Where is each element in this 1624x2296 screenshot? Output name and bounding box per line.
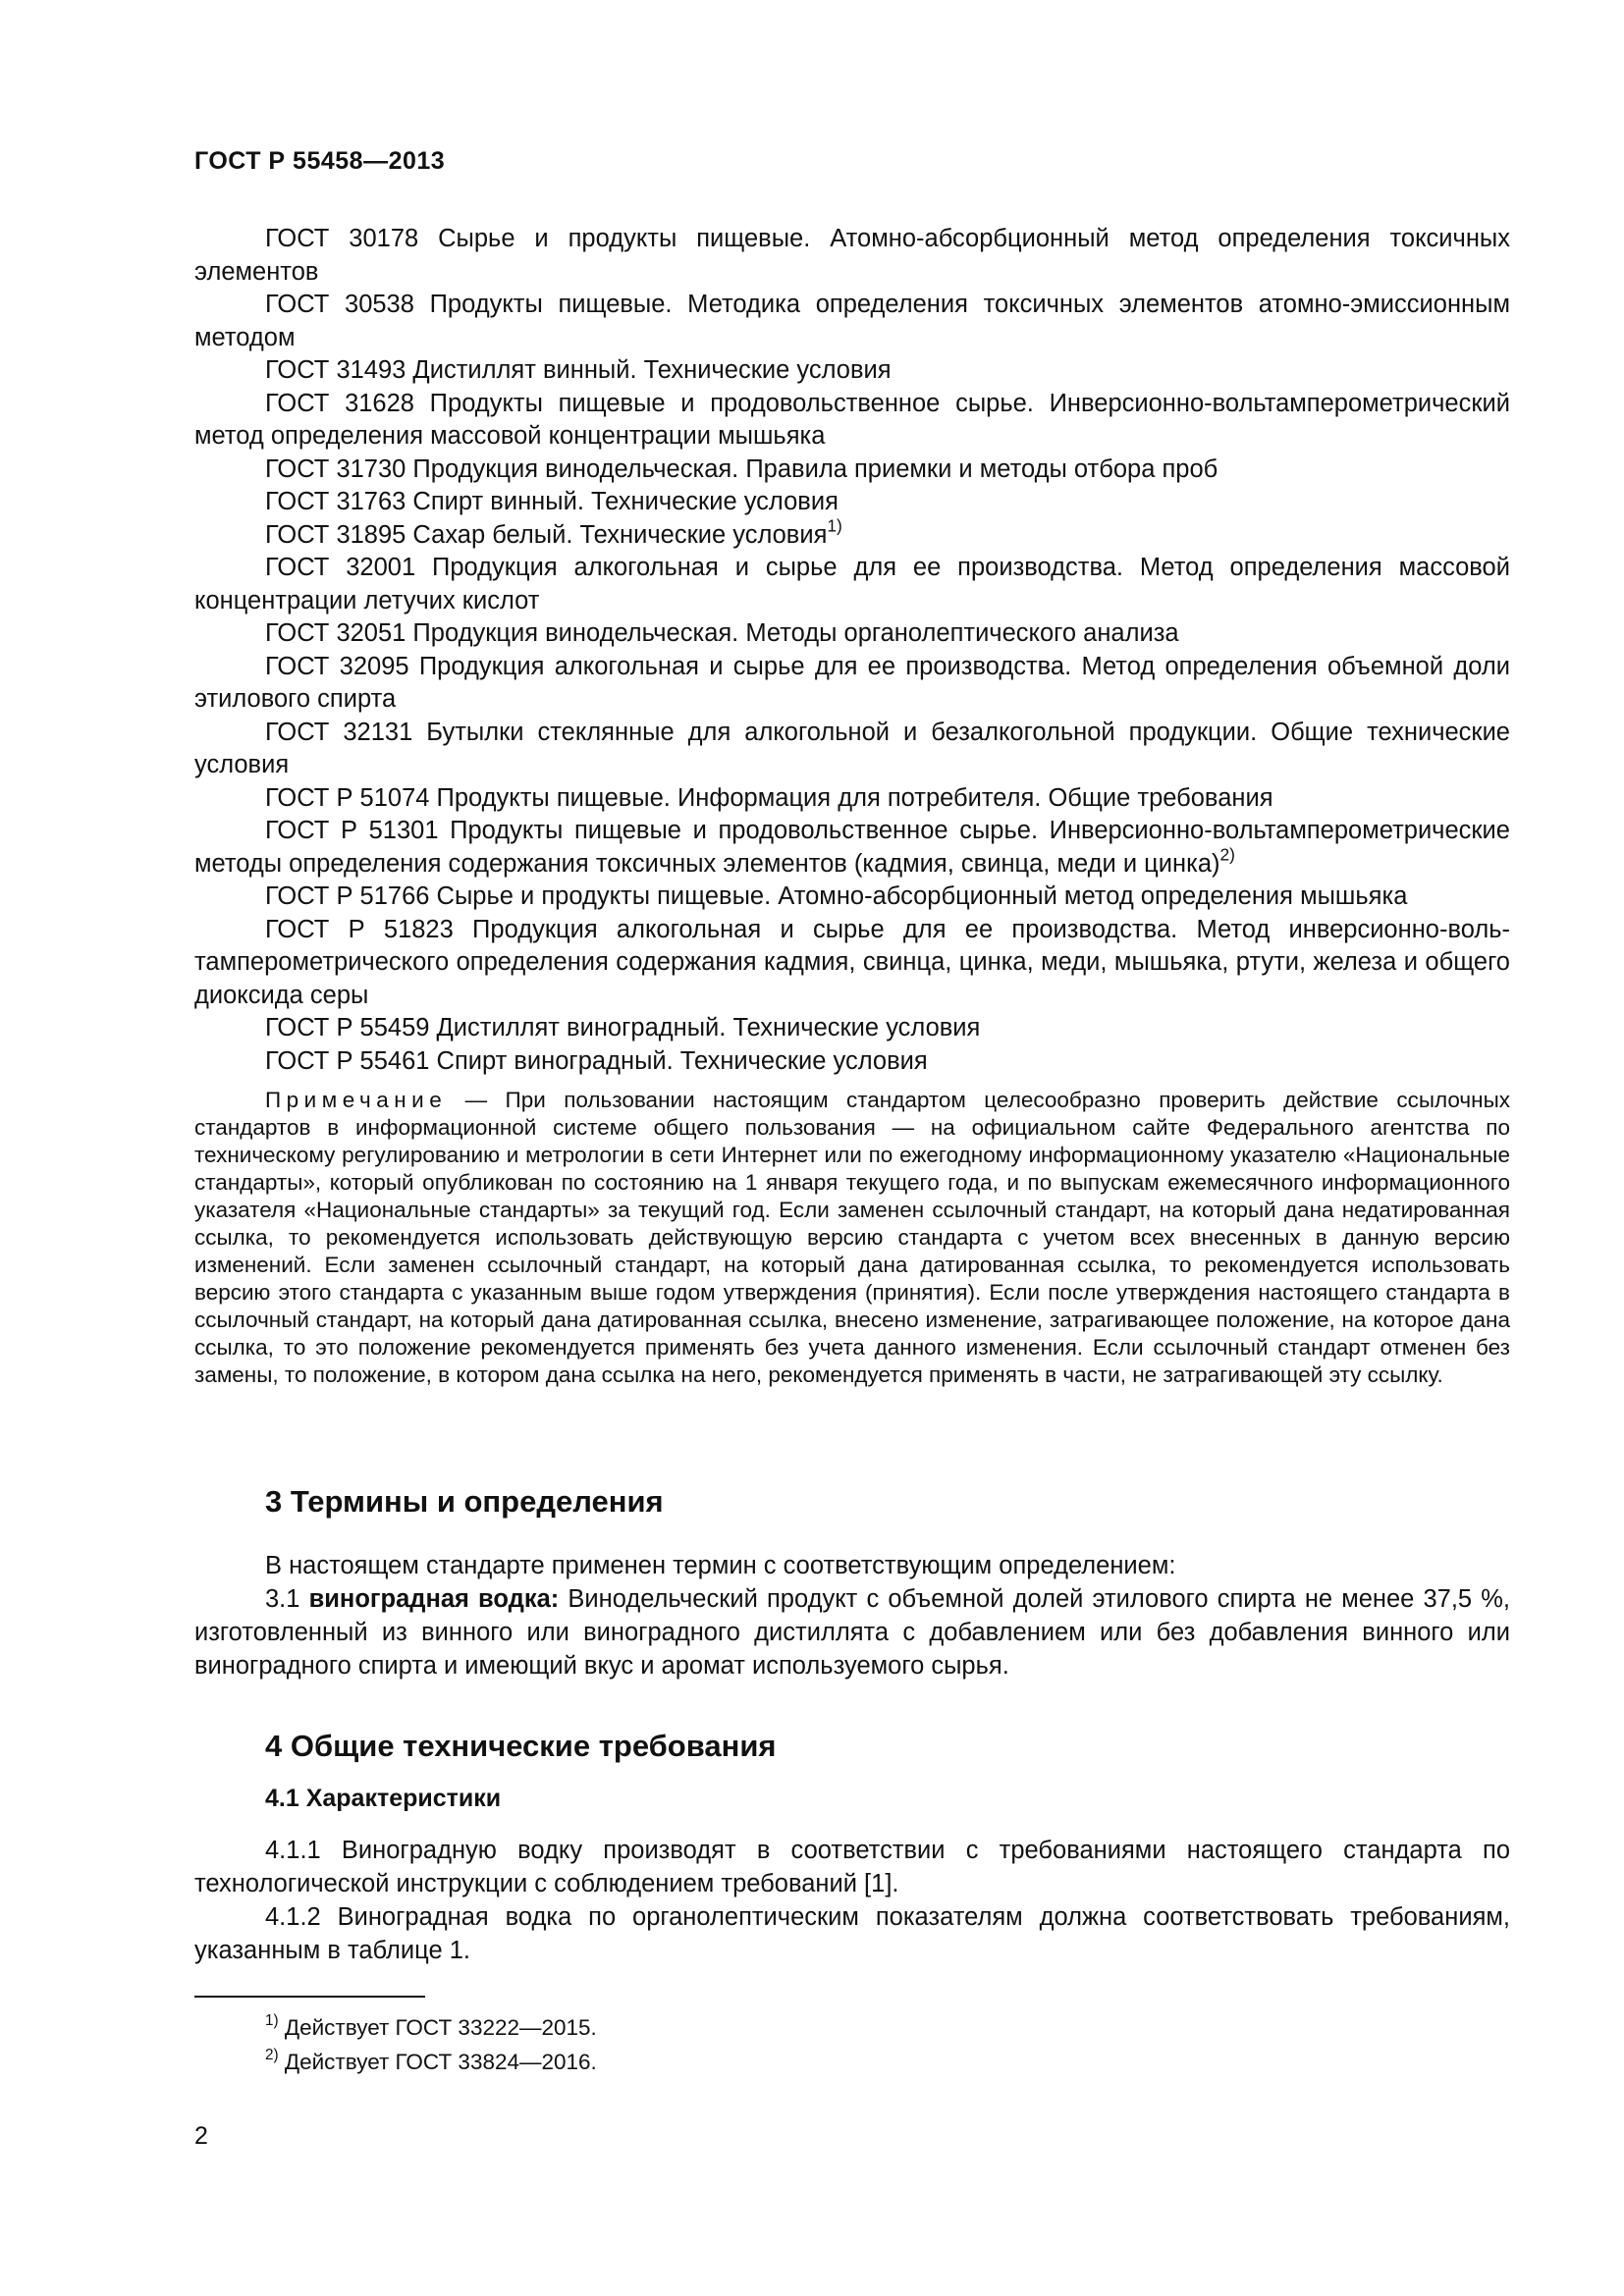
- reference-item: ГОСТ Р 51301 Продукты пищевые и продовольственное сырье. Инверсионно-вольтамперометрические методы определения содержания токсичных элементов (кадмия, свинца, меди и цинка)$^{2)}$: [194, 817, 1510, 878]
- normative-references-list: [194, 223, 1510, 1078]
- reference-item: ГОСТ 32051 Продукция винодельческая. Методы органолептического анализа: [265, 619, 1179, 647]
- note-label: Примечание: [265, 1088, 448, 1112]
- reference-item: ГОСТ 31628 Продукты пищевые и продовольственное сырье. Инверсионно-вольтамперометрический метод определения массовой концентрации мышьяка: [194, 389, 1510, 450]
- reference-item: ГОСТ 31895 Сахар белый. Технические условия$^{1)}$: [265, 515, 842, 549]
- footnote: $^{1)}$ Действует ГОСТ 33222—2015.: [265, 2012, 597, 2040]
- footnote: $^{2)}$ Действует ГОСТ 33824—2016.: [265, 2047, 597, 2074]
- footnote-ref: 2): [1219, 844, 1235, 865]
- paragraph: 4.1.1 Виноградную водку производят в соответствии с требованиями настоящего стандарта по технологической инструкции с соблюдением требований [1].: [194, 1837, 1510, 1897]
- reference-item: ГОСТ Р 51823 Продукция алкогольная и сырье для ее производства. Метод инверсионно-вольтамперометрического определения содержания кадмия, свинца, цинка, меди, мышьяка, ртути, железа и общего диоксида серы: [194, 915, 1510, 1009]
- footnotes: [265, 2010, 597, 2079]
- reference-item: ГОСТ 30178 Сырье и продукты пищевые. Атомно-абсорбционный метод определения токсичных элементов: [194, 225, 1510, 286]
- document-header: ГОСТ Р 55458—2013: [194, 147, 446, 175]
- reference-item: ГОСТ Р 51074 Продукты пищевые. Информация для потребителя. Общие требования: [265, 783, 1273, 812]
- section-3-intro: В настоящем стандарте применен термин с соответствующим определением:: [265, 1552, 1176, 1579]
- page-number: 2: [194, 2122, 208, 2150]
- note-text: — При пользовании настоящим стандартом целесообразно проверить действие ссылочных стандартов в информационной системе общего пользования — на официальном сайте Федерального агентства по техническому регулированию и метрологии в сети Интернет или по ежегодному информационному указателю «Национальные стандарты», который опубликован по состоянию на 1 января текущего года, и по выпускам ежемесячного информационного указателя «Национальные стандарты» за текущий год. Если заменен ссылочный стандарт, на который дана недатированная ссылка, то рекомендуется использовать действующую версию стандарта с учетом всех внесенных в данную версию изменений. Если заменен ссылочный стандарт, на который дана датированная ссылка, то рекомендуется использовать версию этого стандарта с указанным выше годом утверждения (принятия). Если после утверждения настоящего стандарта в ссылочный стандарт, на который дана датированная ссылка, внесено изменение, затрагивающее положение, на которое дана ссылка, то это положение рекомендуется применять без учета данного изменения. Если ссылочный стандарт отменен без замены, то положение, в котором дана ссылка на него, рекомендуется применять в части, не затрагивающей эту ссылку.: [194, 1088, 1510, 1387]
- term-definition: 3.1 виноградная водка: Винодельческий продукт с объемной долей этилового спирта не менее 37,5 %, изготовленный из винного или виноградного дистиллята с добавлением или без добавления винного или виноградного спирта и имеющий вкус и аромат используемого сырья.: [194, 1585, 1510, 1680]
- section-4-body: [194, 1834, 1510, 1967]
- reference-item: ГОСТ 31763 Спирт винный. Технические условия: [265, 488, 839, 515]
- reference-item: ГОСТ Р 55461 Спирт виноградный. Технические условия: [265, 1046, 928, 1075]
- reference-item: ГОСТ 32001 Продукция алкогольная и сырье для ее производства. Метод определения массовой концентрации летучих кислот: [194, 554, 1510, 614]
- reference-item: ГОСТ 32131 Бутылки стеклянные для алкогольной и безалкогольной продукции. Общие технические условия: [194, 718, 1510, 778]
- reference-item: ГОСТ 31730 Продукция винодельческая. Правила приемки и методы отбора проб: [265, 454, 1218, 483]
- section-3-title: 3 Термины и определения: [265, 1484, 664, 1519]
- reference-item: ГОСТ Р 51766 Сырье и продукты пищевые. Атомно-абсорбционный метод определения мышьяка: [265, 882, 1408, 910]
- section-4-title: 4 Общие технические требования: [265, 1729, 777, 1763]
- reference-item: ГОСТ Р 55459 Дистиллят виноградный. Технические условия: [265, 1014, 981, 1041]
- references-note: [194, 1087, 1510, 1389]
- reference-item: ГОСТ 31493 Дистиллят винный. Технические условия: [265, 356, 892, 384]
- term-name: виноградная водка:: [308, 1585, 560, 1613]
- reference-item: ГОСТ 30538 Продукты пищевые. Методика определения токсичных элементов атомно-эмиссионным методом: [194, 291, 1510, 351]
- reference-item: ГОСТ 32095 Продукция алкогольная и сырье для ее производства. Метод определения объемной доли этилового спирта: [194, 652, 1510, 713]
- subsection-4-1-title: 4.1 Характеристики: [265, 1785, 502, 1812]
- footnote-divider: [194, 1996, 425, 1998]
- footnote-ref: 1): [827, 515, 842, 536]
- section-3-body: [194, 1549, 1510, 1682]
- paragraph: 4.1.2 Виноградная водка по органолептическим показателям должна соответствовать требованиям, указанным в таблице 1.: [194, 1903, 1510, 1964]
